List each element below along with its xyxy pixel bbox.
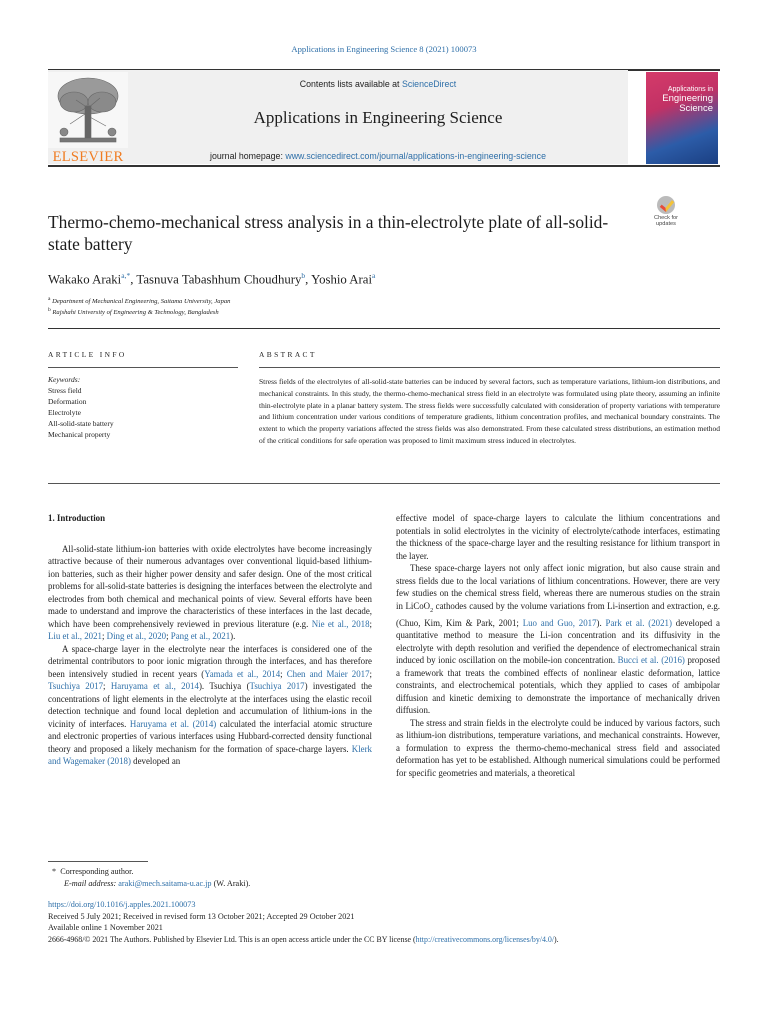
article-info-heading: ARTICLE INFO xyxy=(48,350,127,359)
license-text: ). xyxy=(554,935,559,944)
body-text: effective model of space-charge layers to calculate the lithium concentrations and potentials in solid electrolytes in the vicinity of electrolyte/cathode interfaces, estimating the thickness of the space-charge layer and the resulting resistance for lithium transport in the layer. xyxy=(396,513,720,561)
author-list xyxy=(48,271,375,287)
keywords-heading: Keywords: xyxy=(48,375,81,384)
journal-homepage-line xyxy=(130,151,626,161)
email-after: (W. Araki). xyxy=(211,879,251,888)
citation-link[interactable]: Luo and Guo, 2017 xyxy=(522,617,597,628)
author-separator: , xyxy=(130,272,137,287)
body-paragraph xyxy=(396,512,720,562)
citation-link[interactable]: Haruyama et al. (2014) xyxy=(129,718,217,729)
body-text: The stress and strain fields in the electrolyte could be induced by various factors, such as lithium-ion distributions, temperature variations, and mechanical constraints. However, a formulation to express the thermo-chemo-mechanical stress field and associated deformation has yet to be established. Although numerical simulations could be performed for specific geometries and materials, a theoretical xyxy=(396,717,720,778)
doi-link[interactable]: https://doi.org/10.1016/j.apples.2021.100073 xyxy=(48,900,196,909)
abstract-heading: ABSTRACT xyxy=(259,350,317,359)
citation-link[interactable]: Nie et al., 2018 xyxy=(311,618,370,629)
banner-rule xyxy=(48,165,720,167)
footnote-rule xyxy=(48,861,148,862)
body-text: ) investigated the concentrations of light elements in the electrolyte at the interfaces using the elastic recoil detection technique and found local depletion and accumulation of lithium-ions in the vicinity of interfaces. xyxy=(48,681,372,729)
author-name[interactable]: Tasnuva Tabashhum Choudhury xyxy=(136,272,302,287)
citation-link[interactable]: Tsuchiya 2017 xyxy=(48,681,104,691)
body-column-right xyxy=(396,512,720,779)
body-text: calculated the interfacial atomic structure and electronic properties of various interfaces using Hubbard-corrected density functional theory and proposed a likely mechanism for the formation of space-charge layers. xyxy=(48,718,373,754)
check-for-updates-label: Check for updates xyxy=(654,215,678,227)
citation-link[interactable]: Pang et al., 2021 xyxy=(170,631,231,641)
citation-link[interactable]: Yamada et al., 2014 xyxy=(204,668,281,679)
journal-reference[interactable]: Applications in Engineering Science 8 (2021) 100073 xyxy=(291,44,477,54)
contents-prefix: Contents lists available at xyxy=(299,79,402,89)
citation-link[interactable]: Bucci et al. (2016) xyxy=(617,655,685,666)
keyword-item: All-solid-state battery xyxy=(48,419,114,428)
keyword-item: Deformation xyxy=(48,397,87,406)
keyword-item: Mechanical property xyxy=(48,430,111,439)
author-affil-mark[interactable]: b xyxy=(301,271,306,280)
license-link[interactable]: http://creativecommons.org/licenses/by/4.0/ xyxy=(415,935,555,944)
affiliation-rule xyxy=(48,328,720,329)
contents-line xyxy=(130,79,626,89)
journal-homepage-link[interactable]: www.sciencedirect.com/journal/applications-in-engineering-science xyxy=(285,151,546,161)
citation-link[interactable]: Haruyama et al., 2014 xyxy=(110,681,199,691)
journal-cover-icon[interactable] xyxy=(646,72,718,164)
available-online-date: Available online 1 November 2021 xyxy=(48,923,163,932)
body-paragraph: A space-charge layer in the electrolyte near the interfaces is considered one of the detrimental contributors to poor ionic migration through the interfaces, and has therefore been intensively studied in recent years (Yamada et al., 2014; Chen and Maier 2017; Tsuchiya 2017; Haruyama et al., 2014). Tsuchiya (Tsuchiya 2017) investigated the concentrations of light elements in the electrolyte at the interfaces using the elastic recoil detection technique and found local depletion and accumulation of lithium-ions in the vicinity of interfaces. Haruyama et al. (2014) calculated the interfacial atomic structure and electronic properties of various interfaces using Hubbard-corrected density functional theory and proposed a likely mechanism for the formation of space-charge layers. Klerk and Wagemaker (2018) developed an xyxy=(48,643,373,766)
affiliation-text: Rajshahi University of Engineering & Technology, Bangladesh xyxy=(52,309,219,317)
publisher-wordmark: ELSEVIER xyxy=(52,149,124,165)
section-heading-introduction: 1. Introduction xyxy=(48,513,106,523)
subscript: 2 xyxy=(430,607,434,614)
body-paragraph: All-solid-state lithium-ion batteries with oxide electrolytes have become increasingly attractive because of their numerous advantages over conventional liquid-based lithium-ion batteries, such as their higher power density and safer design. One of the most critical problems for all-solid-state batteries is designing the interfaces between the electrolyte and electrodes from both chemical and mechanical points of view. Several efforts have been made to understand and improve the characteristics of these interfaces in the last decade, which have been comprehensively reviewed in previous literature (e.g. Nie et al., 2018; Liu et al., 2021; Ding et al., 2020; Pang et al., 2021). xyxy=(48,543,372,641)
affiliation xyxy=(48,296,230,305)
footnote-text: Corresponding author. xyxy=(60,867,134,876)
citation-link[interactable]: Liu et al., 2021 xyxy=(48,631,102,641)
body-text: A space-charge layer in the electrolyte near the interfaces is considered one of the detrimental contributors to poor ionic migration through the interfaces, and has therefore been intensively studied in recent years ( xyxy=(48,643,372,679)
author-affil-mark[interactable]: a,* xyxy=(121,271,131,280)
received-dates: Received 5 July 2021; Received in revised form 13 October 2021; Accepted 29 October 2021 xyxy=(48,912,355,921)
affiliation-mark: a xyxy=(48,296,51,302)
abstract-text: Stress fields of the electrolytes of all-solid-state batteries can be induced by several factors, such as temperature variations, lithium-ion distributions, and mechanical constraints. In this study, the thermo-chemo-mechanical stress field in an electrolyte was formulated using plate theory, assuming an infinite thin-electrolyte plate in a planar battery system. The stress fields were successfully calculated with consideration of property variations with temperature and lithium concentration under various conditions of temperature gradients, lithium concentration profiles, and mechanical boundary constraints. The extent to which the property variations affected the stress fields was also demonstrated. From these calculated stress distributions, an estimation method of the critical conditions for safe operation was proposed to limit maximum stress induced in electrolytes. xyxy=(259,377,720,445)
author-name[interactable]: Wakako Araki xyxy=(48,272,122,287)
author-separator: , xyxy=(305,272,312,287)
affiliation-text: Department of Mechanical Engineering, Saitama University, Japan xyxy=(52,298,231,306)
body-text: ). xyxy=(230,631,236,641)
citation-link[interactable]: Chen and Maier 2017 xyxy=(286,668,370,679)
license-text: 2666-4968/© 2021 The Authors. Published by Elsevier Ltd. This is an open access article under the CC BY license ( xyxy=(48,935,416,944)
homepage-label: journal homepage: xyxy=(210,151,286,161)
author-affil-mark[interactable]: a xyxy=(372,271,376,280)
keyword-item: Electrolyte xyxy=(48,408,81,417)
body-text: ). xyxy=(596,617,606,628)
email-label: E-mail address: xyxy=(64,879,119,888)
corresponding-author-note xyxy=(52,866,133,877)
citation-link[interactable]: Klerk and Wagemaker (2018) xyxy=(48,743,372,766)
body-text: proposed a framework that treats the combined effects of nonlinear elastic deformation, lattice constraints, and electrochemical potentials, which they applied to cases of ambipolar diffusion and kinetic demixing to demonstrate the importance of mechanically driven diffusion. xyxy=(396,655,720,716)
sciencedirect-link[interactable]: ScienceDirect xyxy=(401,79,457,89)
cover-text-engineering: Engineering xyxy=(662,93,713,104)
license-line xyxy=(48,934,559,945)
citation-link[interactable]: Tsuchiya 2017 xyxy=(249,681,305,691)
keyword-item: Stress field xyxy=(48,386,82,395)
journal-title: Applications in Engineering Science xyxy=(253,108,503,127)
article-info-rule xyxy=(48,367,238,368)
body-paragraph xyxy=(396,562,720,717)
cover-text-science: Science xyxy=(679,103,713,114)
body-text: ). Tsuchiya ( xyxy=(198,681,250,691)
footnote-mark: * xyxy=(52,867,57,876)
abstract-bottom-rule xyxy=(48,483,720,484)
body-text: developed a quantitative method to measure the Li-ion concentration and its diffusivity in the electrolyte with depth resolution and verified the dependence of electromechanical strain induced by ionic oscillation on the mobile-ion concentration. xyxy=(396,617,720,666)
author-name[interactable]: Yoshio Arai xyxy=(311,272,373,287)
abstract-rule xyxy=(259,367,720,368)
affiliation-mark: b xyxy=(48,307,51,313)
citation-link[interactable]: Park et al. (2021) xyxy=(605,617,672,628)
check-for-updates-button[interactable] xyxy=(646,196,686,230)
citation-link[interactable]: Ding et al., 2020 xyxy=(106,631,167,641)
affiliation xyxy=(48,307,219,316)
body-text: cathodes caused by the volume variations from Li-insertion and extraction, e.g. (Chuo, Kim, Kim & Park, 2001; xyxy=(396,600,720,628)
body-text: All-solid-state lithium-ion batteries with oxide electrolytes have become increasingly attractive because of their numerous advantages over conventional liquid-based lithium-ion batteries, such as their higher power density and safer design. One of the most critical problems for all-solid-state batteries is designing the interfaces between the electrolyte and electrodes from both chemical and mechanical points of view. Several efforts have been made to understand and improve the characteristics of these interfaces in the last decade, which have been comprehensively reviewed in previous literature (e.g. xyxy=(48,543,372,629)
keywords-block xyxy=(48,374,114,440)
paper-title: Thermo-chemo-mechanical stress analysis in a thin-electrolyte plate of all-solid-state battery xyxy=(48,212,609,254)
body-text: These space-charge layers not only affect ionic migration, but also cause strain and stress fields due to the local variations of lithium concentrations. However, there are very few studies on the chemical stress field, whereas there are numerous studies on the strain in LiCoO xyxy=(396,563,720,611)
email-link[interactable]: araki@mech.saitama-u.ac.jp xyxy=(118,879,212,888)
body-column-left xyxy=(48,512,372,768)
body-paragraph xyxy=(396,717,720,780)
body-text: developed an xyxy=(130,756,181,766)
email-note xyxy=(64,878,250,889)
check-for-updates-icon xyxy=(657,196,675,214)
cover-text-small: Applications in xyxy=(667,86,713,93)
